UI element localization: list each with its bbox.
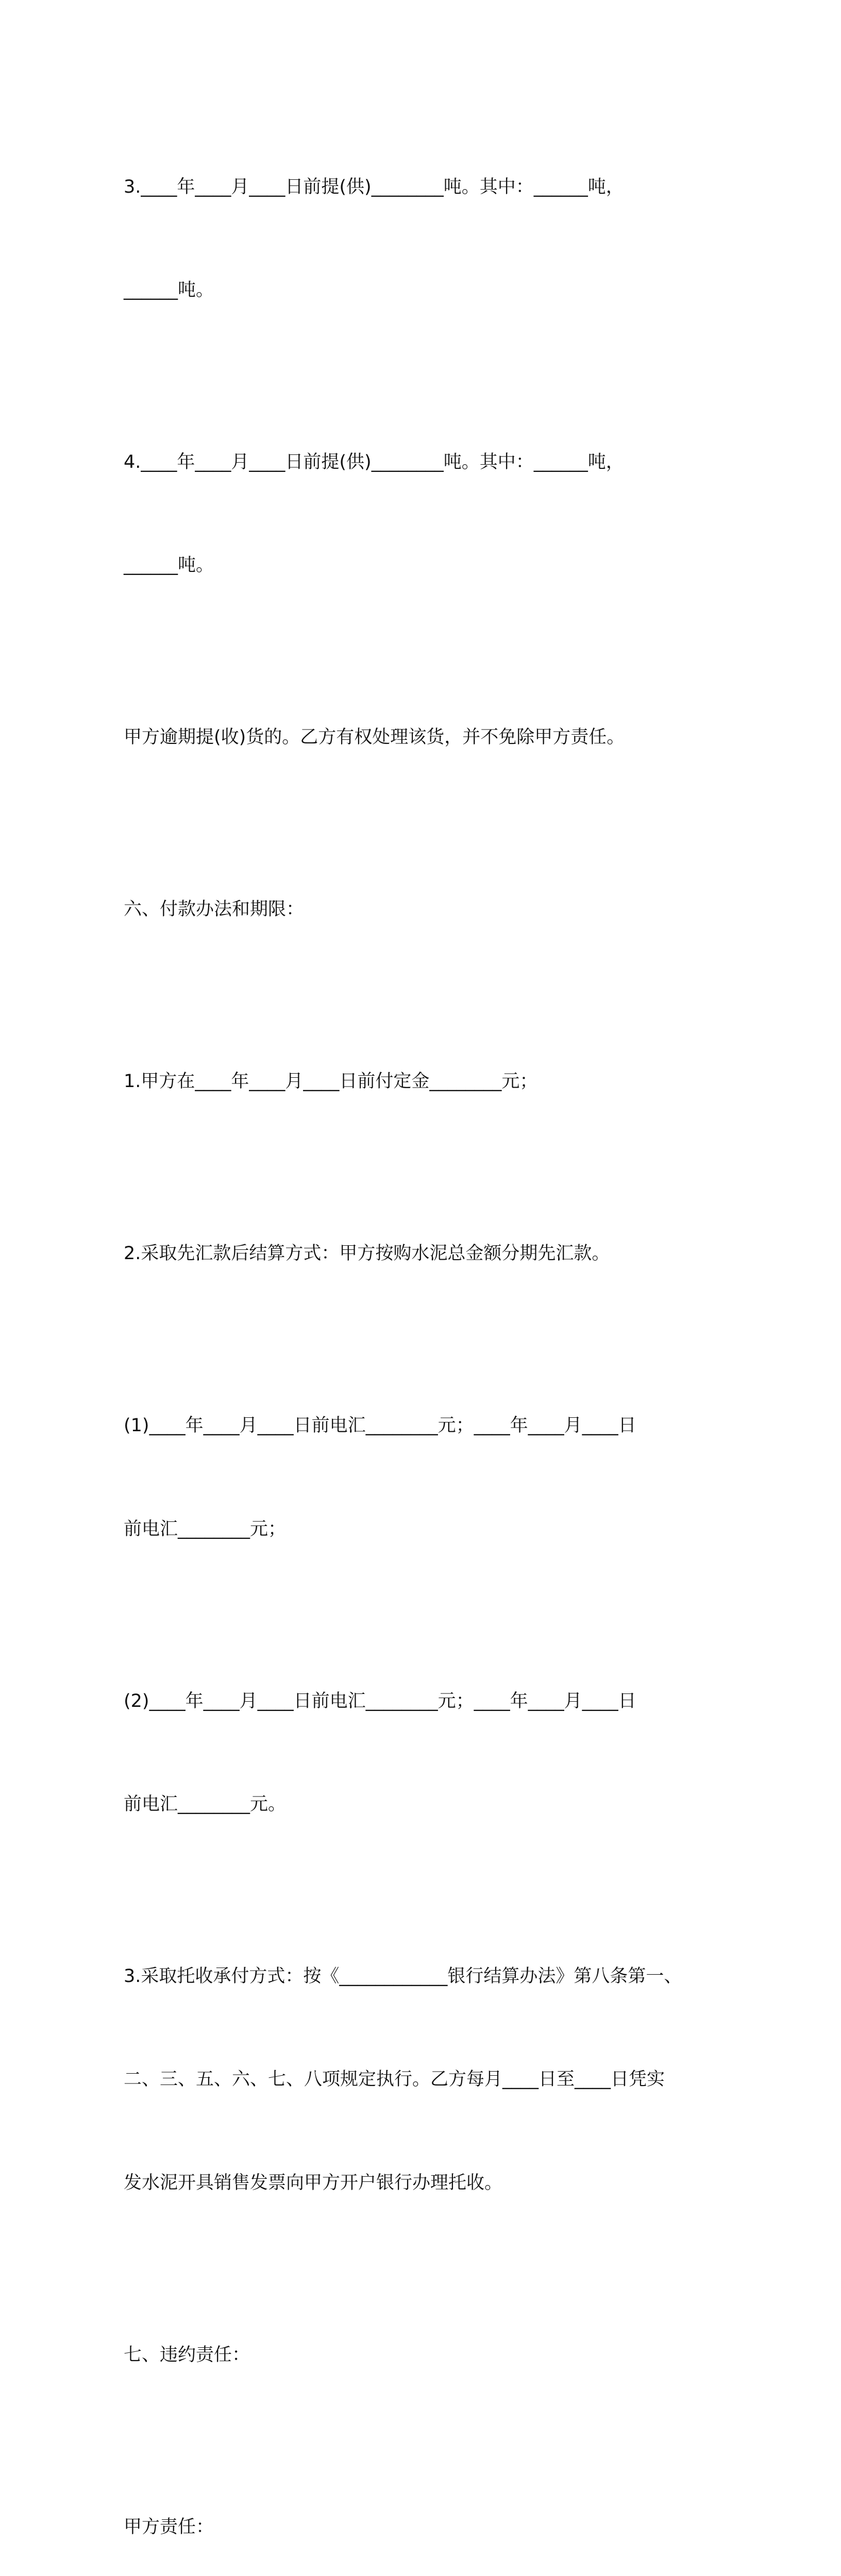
text-line: 2.采取先汇款后结算方式：甲方按购水泥总金额分期先汇款。	[124, 1243, 610, 1264]
text-line: 前电汇________元。	[124, 1794, 287, 1815]
payment-installment-1	[124, 1340, 721, 1615]
clause-4-delivery	[124, 376, 721, 651]
text-line: 3.采取托收承付方式：按《____________银行结算办法》第八条第一、	[124, 1966, 682, 1987]
subheading: 甲方责任：	[124, 2516, 214, 2537]
section-heading: 七、违约责任：	[124, 2344, 250, 2365]
overdue-pickup-note	[124, 652, 721, 824]
text-line: ______吨。	[124, 279, 214, 300]
text-line: (1)____年____月____日前电汇________元；____年____月____日	[124, 1415, 636, 1436]
text-line: 4.____年____月____日前提(供)________吨。其中：______吨，	[124, 451, 624, 472]
text-line: ______吨。	[124, 555, 214, 576]
section-heading-payment	[124, 824, 721, 996]
text-line: 前电汇________元；	[124, 1518, 287, 1539]
payment-installment-2	[124, 1615, 721, 1890]
party-a-liability-heading	[124, 2441, 721, 2576]
section-heading: 六、付款办法和期限：	[124, 899, 305, 920]
text-line: (2)____年____月____日前电汇________元；____年____月____日	[124, 1690, 636, 1711]
text-line: 发水泥开具销售发票向甲方开户银行办理托收。	[124, 2172, 503, 2193]
text-line: 甲方逾期提(收)货的。乙方有权处理该货，并不免除甲方责任。	[124, 727, 625, 748]
text-line: 二、三、五、六、七、八项规定执行。乙方每月____日至____日凭实	[124, 2069, 665, 2090]
payment-clause-1	[124, 996, 721, 1168]
payment-clause-2	[124, 1168, 721, 1340]
section-heading-liability	[124, 2269, 721, 2441]
text-line: 1.甲方在____年____月____日前付定金________元；	[124, 1071, 538, 1092]
clause-3-delivery	[124, 101, 721, 376]
payment-clause-3	[124, 1890, 721, 2269]
document-body	[124, 101, 721, 2576]
text-line: 3.____年____月____日前提(供)________吨。其中：______吨，	[124, 176, 624, 197]
